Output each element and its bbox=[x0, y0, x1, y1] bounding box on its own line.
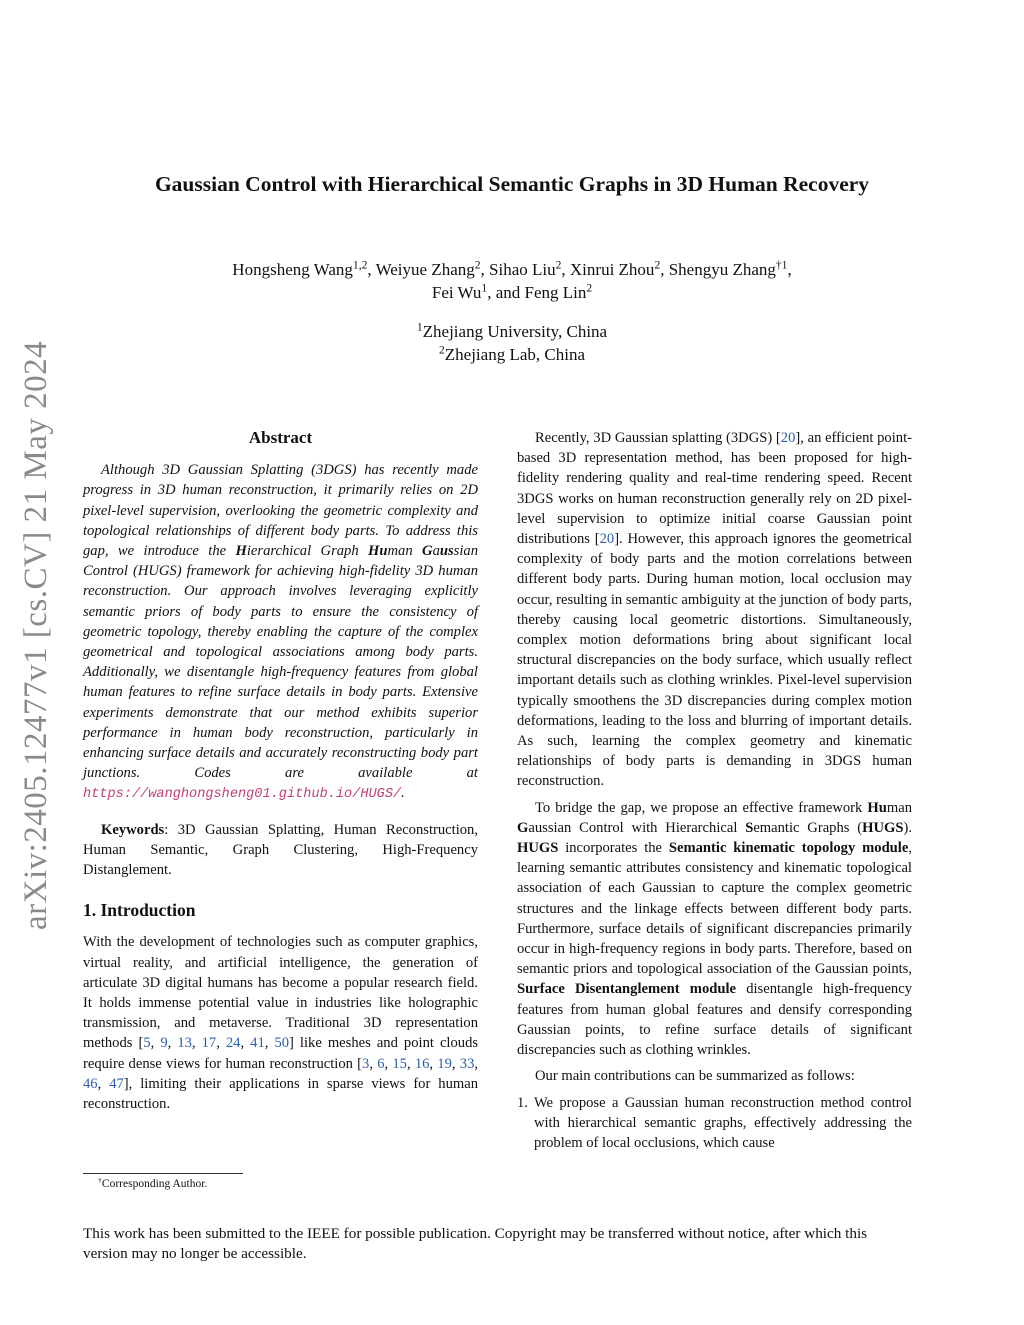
copyright-notice: This work has been submitted to the IEEE for possible publication. Copyright may be transferred without notice, after which this version may no longer be accessible. bbox=[83, 1225, 868, 1262]
citation[interactable]: 6 bbox=[377, 1055, 385, 1072]
citation[interactable]: 3 bbox=[362, 1055, 370, 1072]
citation[interactable]: 41 bbox=[250, 1035, 265, 1052]
paper-title: Gaussian Control with Hierarchical Semantic Graphs in 3D Human Recovery bbox=[154, 172, 870, 196]
code-link[interactable]: https://wanghongsheng01.github.io/HUGS/ bbox=[83, 787, 402, 803]
contribution-item: 1. We propose a Gaussian human reconstruction method control with hierarchical semantic graphs, effectively addressing the problem of local occlusions, which cause bbox=[517, 1094, 912, 1151]
citation[interactable]: 9 bbox=[160, 1035, 168, 1052]
section-heading-introduction: 1. Introduction bbox=[83, 900, 196, 921]
citation[interactable]: 24 bbox=[225, 1035, 241, 1052]
author: Fei Wu bbox=[431, 283, 482, 302]
intro-paragraph: With the development of technologies such as computer graphics, virtual reality, and artificial intelligence, the generation of articulate 3D digital humans has become a popular research field. It holds immense potential value in industries like holographic transmission, and metaverse. Traditional 3D representation methods [5, 9, 13, 17, 24, 41, 50] like meshes and point clouds require dense views for human reconstruction [3, 6, 15, 16, 19, 33, 46, 47], limiting their applications in sparse views for human reconstruction. bbox=[83, 934, 479, 1113]
citation[interactable]: 46 bbox=[83, 1075, 98, 1092]
citation[interactable]: 20 bbox=[599, 531, 615, 548]
citation[interactable]: 15 bbox=[392, 1055, 407, 1072]
footnote: †Corresponding Author. bbox=[98, 1175, 208, 1190]
keywords: Keywords: 3D Gaussian Splatting, Human Reconstruction, Human Semantic, Graph Clustering, High-Frequency Distanglement. bbox=[83, 821, 478, 879]
citation[interactable]: 5 bbox=[143, 1035, 151, 1052]
citation[interactable]: 17 bbox=[201, 1035, 217, 1052]
author: Shengyu Zhang bbox=[668, 260, 776, 279]
abstract-heading: Abstract bbox=[248, 428, 313, 447]
body-paragraph: To bridge the gap, we propose an effective framework Human Gaussian Control with Hierarchical Semantic Graphs (HUGS). HUGS incorporates the Semantic kinematic topology module, learning semantic attributes consistency and kinematic topological association of each Gaussian to capture the complex geometric structures and the linkage effects between different body parts. Furthermore, surface details of significant discrepancies primarily occur in high-frequency regions in body parts. Therefore, based on semantic priors and topological association of the Gaussian points, Surface Disentanglement module disentangle high-frequency features from human global features and densify corresponding Gaussian points, to refine surface details of significant discrepancies such as clothing wrinkles. bbox=[517, 799, 913, 1059]
citation[interactable]: 16 bbox=[414, 1055, 430, 1072]
author: Weiyue Zhang bbox=[375, 260, 475, 279]
author: Hongsheng Wang bbox=[232, 260, 353, 279]
affiliation: $^2$Zhejiang Lab, China bbox=[439, 343, 585, 364]
citation[interactable]: 13 bbox=[177, 1035, 192, 1052]
citation[interactable]: 20 bbox=[780, 430, 796, 446]
body-paragraph: Recently, 3D Gaussian splatting (3DGS) [20], an efficient point-based 3D representation method, has been proposed for high-fidelity rendering quality and real-time rendering speed. Recent 3DGS works on human reconstruction generally rely on 2D pixel-level supervision to optimize initial coarse Gaussian point distributions [20]. However, this approach ignores the geometrical complexity of body parts and the motion correlations between different body parts. During human motion, local occlusion may occur, resulting in semantic ambiguity at the junction of body parts, thereby causing local geometric distortions. Simultaneously, complex motion deformations bring about significant local structural discrepancies on the body surface, which usually reflect important details such as clothing wrinkles. Pixel-level supervision typically smoothens the 3D discrepancies during complex motion deformations, leading to the loss and blurring of important details. As such, learning the complex geometry and kinematic relationships of body parts is demanding in 3DGS human reconstruction. bbox=[517, 430, 913, 790]
left-column bbox=[83, 428, 478, 1114]
citation[interactable]: 47 bbox=[109, 1075, 124, 1092]
affiliations bbox=[90, 320, 934, 366]
citation[interactable]: 19 bbox=[437, 1055, 452, 1072]
affiliation: $^1$Zhejiang University, China bbox=[416, 320, 608, 341]
right-column bbox=[517, 428, 912, 1153]
author: Sihao Liu bbox=[489, 260, 556, 279]
abstract-text: Although 3D Gaussian Splatting (3DGS) has recently made progress in 3D human reconstruction, it primarily relies on 2D pixel-level supervision, overlooking the geometric complexity and topological relationships of different body parts. To address this gap, we introduce the Hierarchical Graph Human Gaussian Control (HUGS) framework for achieving high-fidelity 3D human reconstruction. Our approach involves leveraging explicitly semantic priors of body parts to ensure the consistency of geometric topology, thereby enabling the capture of the complex geometrical and topological associations among body parts. Additionally, we disentangle high-frequency features from global human features to refine surface details in body parts. Extensive experiments demonstrate that our method exhibits superior performance in human body reconstruction, particularly in enhancing surface details and accurately reconstructing body part junctions. Codes are available at https://wanghongsheng01.github.io/HUGS/. bbox=[83, 462, 478, 803]
author: and Feng Lin bbox=[495, 283, 587, 302]
author-list: Hongsheng Wang$^{1,2}$, Weiyue Zhang$^2$, Sihao Liu$^2$, Xinrui Zhou$^2$, Shengyu Zhang$^{\dagger 1}$, Fei Wu$^1$, and Feng Lin$^2$ bbox=[232, 258, 792, 302]
arxiv-stamp: arXiv:2405.12477v1 [cs.CV] 21 May 2024 bbox=[18, 340, 54, 930]
citation[interactable]: 50 bbox=[274, 1035, 290, 1052]
citation[interactable]: 33 bbox=[459, 1055, 475, 1072]
author: Xinrui Zhou bbox=[569, 260, 655, 279]
footnote-divider bbox=[83, 1173, 243, 1174]
body-paragraph: Our main contributions can be summarized as follows: bbox=[535, 1068, 855, 1085]
